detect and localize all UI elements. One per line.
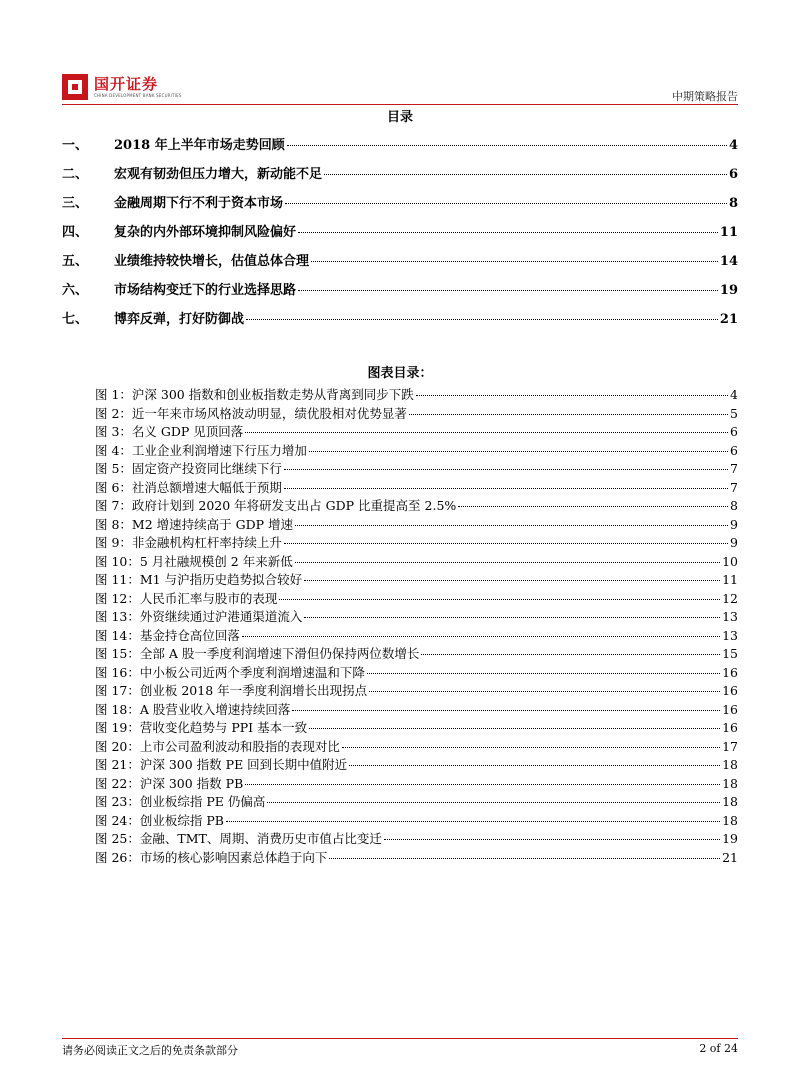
figure-entry-title: 图 9：非金融机构杠杆率持续上升 [95, 535, 282, 550]
logo-mark-icon [62, 74, 88, 100]
toc-entry-number: 一、 [62, 138, 89, 153]
toc-title: 目录 [386, 110, 413, 125]
figure-entry[interactable] [95, 385, 738, 404]
dot-leader [295, 562, 720, 563]
figure-entry-title: 图 25：金融、TMT、周期、消费历史市值占比变迁 [95, 831, 382, 846]
dot-leader [284, 488, 728, 489]
figure-entry-page: 8 [730, 498, 738, 513]
figure-entry[interactable] [95, 404, 738, 423]
figure-entry[interactable] [95, 459, 738, 478]
figure-entry-title: 图 24：创业板综指 PB [95, 812, 224, 828]
toc-entry-number: 二、 [62, 167, 89, 182]
figures-list [95, 385, 738, 866]
toc-entry-page: 8 [728, 196, 738, 211]
figure-entry-title: 图 3：名义 GDP 见顶回落 [95, 424, 244, 439]
figure-entry[interactable] [95, 829, 738, 848]
toc-entry-number: 五、 [62, 254, 89, 269]
figure-entry-page: 13 [722, 609, 738, 624]
toc-entry-title: 2018 年上半年市场走势回顾 [114, 138, 285, 153]
dot-leader [311, 261, 718, 262]
footer-divider [62, 1038, 738, 1039]
figure-entry[interactable] [95, 681, 738, 700]
toc-entry[interactable] [62, 192, 738, 221]
figure-entry-page: 9 [730, 535, 738, 550]
figure-entry-page: 16 [722, 683, 738, 698]
header-divider [62, 104, 738, 105]
dot-leader [284, 543, 728, 544]
toc-entry[interactable] [62, 250, 738, 279]
figure-entry-title: 图 19：营收变化趋势与 PPI 基本一致 [95, 720, 308, 735]
toc-entry-number: 三、 [62, 196, 89, 211]
figure-entry-title: 图 8：M2 增速持续高于 GDP 增速 [95, 516, 294, 532]
toc-entry[interactable] [62, 279, 738, 308]
page-number: 2 of 24 [699, 1042, 738, 1055]
toc-entry[interactable] [62, 221, 738, 250]
figure-entry[interactable] [95, 737, 738, 756]
company-logo [62, 74, 182, 100]
dot-leader [279, 599, 720, 600]
figure-entry-title: 图 2：近一年来市场风格波动明显，绩优股相对优势显著 [95, 405, 407, 421]
figure-entry[interactable] [95, 478, 738, 497]
figure-entry-title: 图 13：外资继续通过沪港通渠道流入 [95, 609, 303, 624]
toc-entry[interactable] [62, 163, 738, 192]
toc-entry-page: 19 [719, 283, 738, 298]
toc-entry-title: 市场结构变迁下的行业选择思路 [114, 283, 297, 298]
figure-entry-title: 图 20：上市公司盈利波动和股指的表现对比 [95, 738, 340, 754]
figure-entry-title: 图 15：全部 A 股一季度利润增速下滑但仍保持两位数增长 [95, 646, 420, 661]
dot-leader [421, 654, 720, 655]
toc-entry[interactable] [62, 308, 738, 337]
dot-leader [329, 858, 720, 859]
figure-entry-page: 7 [730, 461, 738, 476]
figure-entry-page: 16 [722, 664, 738, 680]
report-type: 中期策略报告 [672, 90, 738, 103]
figure-entry-page: 9 [730, 516, 738, 532]
dot-leader [304, 617, 720, 618]
figure-entry-title: 图 21：沪深 300 指数 PE 回到长期中值附近 [95, 757, 348, 772]
figure-entry-title: 图 10：5 月社融规模创 2 年来新低 [95, 553, 293, 569]
figure-entry-page: 18 [722, 775, 738, 791]
figure-entry-page: 19 [722, 831, 738, 846]
dot-leader [369, 691, 720, 692]
figure-entry[interactable] [95, 441, 738, 460]
figure-entry-page: 13 [722, 627, 738, 643]
figure-entry[interactable] [95, 755, 738, 774]
toc-entry-page: 11 [719, 225, 738, 240]
figure-entry[interactable] [95, 496, 738, 515]
footer-disclaimer: 请务必阅读正文之后的免责条款部分 [62, 1044, 238, 1057]
figure-entry-page: 6 [730, 424, 738, 439]
dot-leader [324, 174, 727, 175]
dot-leader [298, 232, 718, 233]
figure-entry[interactable] [95, 792, 738, 811]
toc-entry-title: 金融周期下行不利于资本市场 [114, 196, 284, 211]
dot-leader [292, 710, 720, 711]
dot-leader [342, 747, 720, 748]
figure-entry[interactable] [95, 644, 738, 663]
dot-leader [298, 290, 718, 291]
figure-entry-page: 18 [722, 812, 738, 828]
figure-entry-title: 图 5：固定资产投资同比继续下行 [95, 461, 282, 476]
table-of-contents [62, 134, 738, 337]
figure-entry[interactable] [95, 552, 738, 571]
dot-leader [458, 506, 728, 507]
figure-entry-page: 11 [722, 572, 738, 587]
figure-entry[interactable] [95, 811, 738, 830]
toc-entry-number: 六、 [62, 283, 89, 298]
figure-entry-page: 16 [722, 701, 738, 717]
dot-leader [242, 636, 720, 637]
figure-entry[interactable] [95, 607, 738, 626]
figure-entry-title: 图 14：基金持仓高位回落 [95, 627, 240, 643]
figure-entry[interactable] [95, 663, 738, 682]
figure-entry[interactable] [95, 848, 738, 867]
dot-leader [295, 525, 728, 526]
figure-entry[interactable] [95, 626, 738, 645]
figure-entry-title: 图 22：沪深 300 指数 PB [95, 775, 244, 791]
figure-entry-title: 图 12：人民币汇率与股市的表现 [95, 590, 278, 606]
dot-leader [246, 319, 718, 320]
figure-entry[interactable] [95, 700, 738, 719]
figure-entry-title: 图 7：政府计划到 2020 年将研发支出占 GDP 比重提高至 2.5% [95, 498, 457, 513]
dot-leader [384, 839, 720, 840]
logo-chinese-name: 国开证券 [94, 74, 159, 93]
figure-entry-page: 15 [722, 646, 738, 661]
figure-entry-page: 5 [730, 405, 738, 421]
dot-leader [416, 395, 728, 396]
figure-entry-page: 21 [722, 849, 738, 865]
figure-entry-title: 图 16：中小板公司近两个季度利润增速温和下降 [95, 664, 365, 680]
toc-entry-page: 14 [719, 254, 738, 269]
toc-entry-number: 四、 [62, 225, 89, 240]
dot-leader [409, 414, 728, 415]
figure-entry[interactable] [95, 718, 738, 737]
figure-entry-page: 18 [722, 794, 738, 809]
dot-leader [226, 821, 720, 822]
figure-entry[interactable] [95, 570, 738, 589]
figure-entry-page: 17 [722, 738, 738, 754]
dot-leader [367, 673, 720, 674]
figure-entry[interactable] [95, 533, 738, 552]
toc-entry-title: 业绩维持较快增长，估值总体合理 [114, 254, 310, 269]
figure-entry-title: 图 11：M1 与沪指历史趋势拟合较好 [95, 572, 303, 587]
toc-entry-page: 4 [728, 138, 738, 153]
dot-leader [349, 765, 720, 766]
toc-entry-number: 七、 [62, 312, 89, 327]
toc-entry[interactable] [62, 134, 738, 163]
toc-entry-page: 21 [719, 312, 738, 327]
figure-entry-title: 图 17：创业板 2018 年一季度利润增长出现拐点 [95, 683, 368, 698]
toc-entry-title: 博弈反弹，打好防御战 [114, 312, 245, 327]
figure-entry[interactable] [95, 515, 738, 534]
dot-leader [245, 784, 720, 785]
figure-entry-title: 图 6：社消总额增速大幅低于预期 [95, 479, 282, 495]
figure-entry-page: 18 [722, 757, 738, 772]
figure-entry[interactable] [95, 422, 738, 441]
toc-entry-title: 复杂的内外部环境抑制风险偏好 [114, 225, 297, 240]
figure-entry-title: 图 4：工业企业利润增速下行压力增加 [95, 442, 307, 458]
figure-entry-page: 7 [730, 479, 738, 495]
dot-leader [267, 802, 720, 803]
figure-entry-page: 10 [722, 553, 738, 569]
toc-entry-title: 宏观有韧劲但压力增大，新动能不足 [114, 167, 323, 182]
figure-entry-title: 图 18：A 股营业收入增速持续回落 [95, 701, 291, 717]
dot-leader [309, 728, 720, 729]
dot-leader [284, 469, 728, 470]
dot-leader [287, 145, 727, 146]
figure-entry-page: 4 [730, 387, 738, 402]
figures-title: 图表目录： [367, 366, 433, 381]
figure-entry-page: 16 [722, 720, 738, 735]
toc-entry-page: 6 [728, 167, 738, 182]
figure-entry-page: 6 [730, 442, 738, 458]
figure-entry-title: 图 23：创业板综指 PE 仍偏高 [95, 794, 266, 809]
logo-english-name: CHINA DEVELOPMENT BANK SECURITIES [94, 92, 182, 98]
dot-leader [309, 451, 728, 452]
dot-leader [304, 580, 720, 581]
figure-entry[interactable] [95, 589, 738, 608]
page-header [62, 70, 738, 106]
dot-leader [245, 432, 728, 433]
figure-entry-title: 图 26：市场的核心影响因素总体趋于向下 [95, 849, 328, 865]
figure-entry-page: 12 [722, 590, 738, 606]
dot-leader [285, 203, 727, 204]
figure-entry[interactable] [95, 774, 738, 793]
figure-entry-title: 图 1：沪深 300 指数和创业板指数走势从背离到同步下跌 [95, 387, 414, 402]
